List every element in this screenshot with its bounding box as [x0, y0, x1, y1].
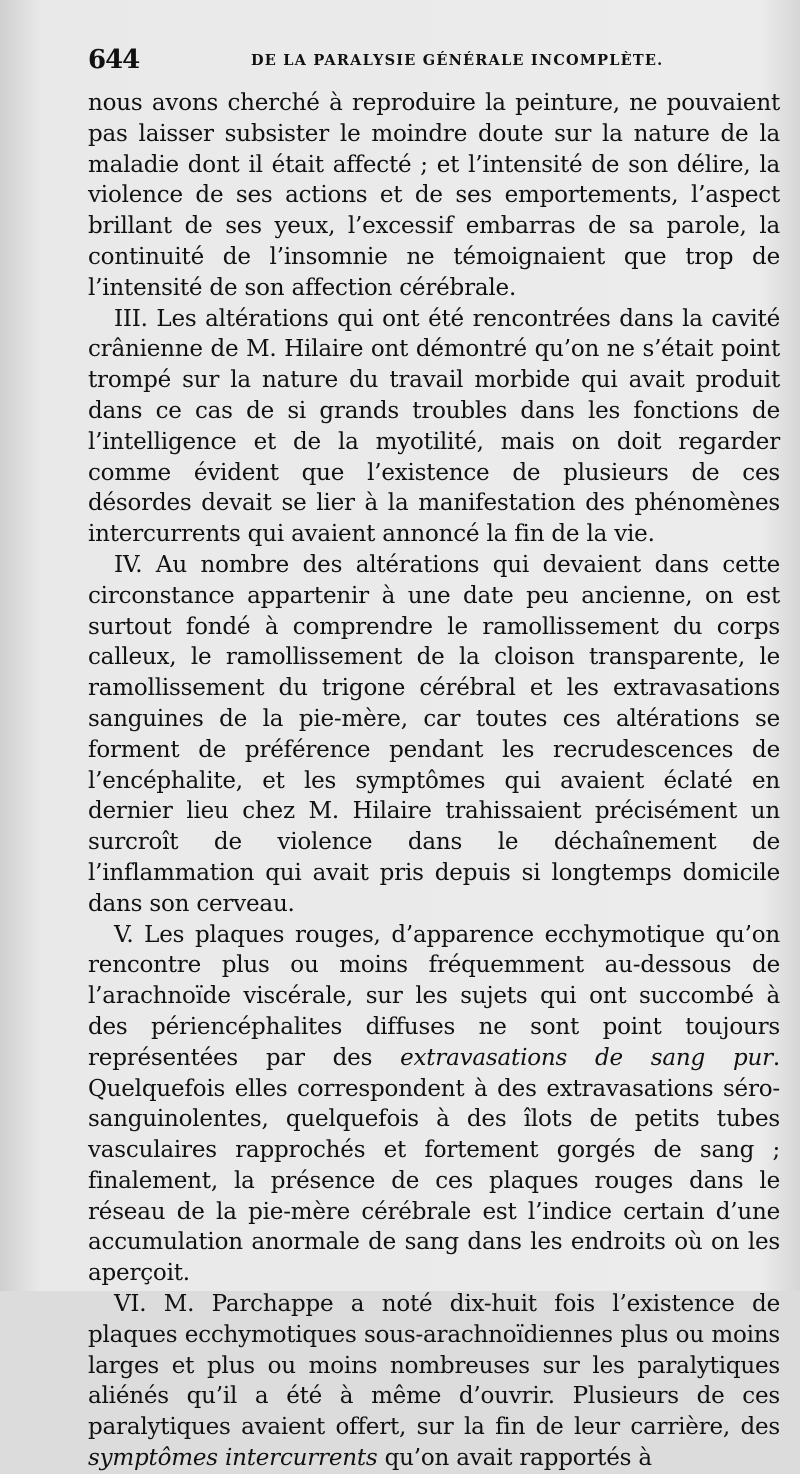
paragraph-continuation: nous avons cherché à reproduire la peinture, ne pouvaient pas laisser subsister le moindre doute sur la nature de la maladie dont il était affecté ; et l’intensité de son délire, la violence de ses actions et de ses emportements, l’aspect brillant de ses yeux, l’excessif embarras de sa parole, la continuité de l’insomnie ne témoignaient que trop de l’intensité de son affection cérébrale.	[88, 90, 780, 301]
paragraph-v-italic: extravasations de sang pur	[400, 1044, 773, 1071]
paragraph-v-text-a: V. Les plaques rouges, d’apparence ecchymotique qu’on rencontre plus ou moins fréquemment au-dessous de l’arachnoïde viscérale, sur les sujets qui ont succombé à des périencéphalites diffuses ne sont point toujours représentées par des	[88, 921, 780, 1071]
paragraph-vi-text-a: VI. M. Parchappe a noté dix-huit fois l’existence de plaques ecchymotiques sous-arachnoïdiennes plus ou moins larges et plus ou moins nombreuses sur les paralytiques aliénés qu’il a été à même d’ouvrir. Plusieurs de ces paralytiques avaient offert, sur la fin de leur carrière, des	[88, 1291, 780, 1441]
paragraph-vi-text-b: qu’on avait rapportés à	[377, 1445, 652, 1472]
paragraph-iii: III. Les altérations qui ont été rencontrées dans la cavité crânienne de M. Hilaire ont démontré qu’on ne s’était point trompé sur la nature du travail morbide qui avait produit dans ce cas de si grands troubles dans les fonctions de l’intelligence et de la myotilité, mais on doit regarder comme évident que l’existence de plusieurs de ces désordes devait se lier à la manifestation des phénomènes intercurrents qui avaient annoncé la fin de la vie.	[88, 305, 780, 548]
page-number: 644	[88, 45, 140, 75]
paragraph-v	[88, 920, 780, 1290]
paragraph-iv: IV. Au nombre des altérations qui devaient dans cette circonstance appartenir à une date peu ancienne, on est surtout fondé à comprendre le ramollissement du corps calleux, le ramollissement de la cloison transparente, le ramollissement du trigone cérébral et les extravasations sanguines de la pie-mère, car toutes ces altérations se forment de préférence pendant les recrudescences de l’encéphalite, et les symptômes qui avaient éclaté en dernier lieu chez M. Hilaire trahissaient précisément un surcroît de violence dans le déchaînement de l’inflammation qui avait pris depuis si longtemps domicile dans son cerveau.	[88, 551, 780, 917]
paragraph-vi-italic: symptômes intercurrents	[88, 1445, 378, 1472]
running-head: DE LA PARALYSIE GÉNÉRALE INCOMPLÈTE.	[251, 52, 664, 69]
paragraph-vi	[88, 1289, 780, 1474]
body-text	[88, 88, 780, 1474]
paragraph-v-text-b: . Quelquefois elles correspondent à des extravasations séro-sanguinolentes, quelquefois à des îlots de petits tubes vasculaires rapprochés et fortement gorgés de sang ; finalement, la présence de ces plaques rouges dans le réseau de la pie-mère cérébrale est l’indice certain d’une accumulation anormale de sang dans les endroits où on les aperçoit.	[88, 1044, 781, 1287]
page-header	[88, 42, 788, 82]
